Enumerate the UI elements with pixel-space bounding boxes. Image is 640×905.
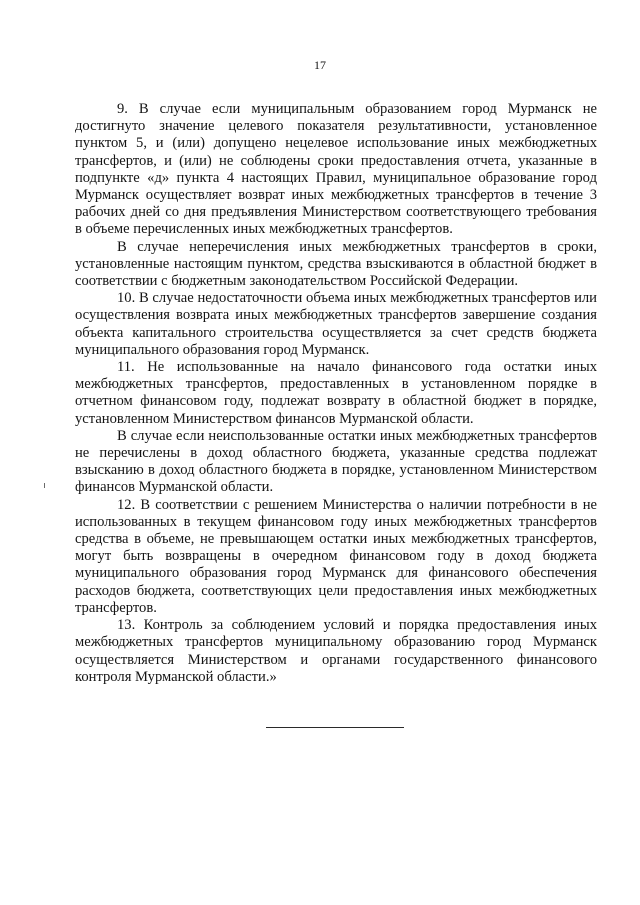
paragraph-9: 9. В случае если муниципальным образованием город Мурманск не достигнуто значение целевого показателя результативности, установленное пунктом 5, и (или) допущено нецелевое использование иных межбюджетных трансфертов, и (или) не соблюдены сроки предоставления отчета, указанные в подпункте «д» пункта 4 настоящих Правил, муниципальное образование город Мурманск осуществляет возврат иных межбюджетных трансфертов в течение 3 рабочих дней со дня предъявления Министерством соответствующего требования в объеме перечисленных иных межбюджетных трансфертов. [75, 101, 597, 238]
paragraph-10: 10. В случае недостаточности объема иных межбюджетных трансфертов или осуществления возврата иных межбюджетных трансфертов завершение создания объекта капитального строительства осуществляется за счет средств бюджета муниципального образования город Мурманск. [75, 290, 597, 358]
paragraph-11-recovery: В случае если неиспользованные остатки иных межбюджетных трансфертов не перечислены в доход областного бюджета, указанные средства подлежат взысканию в доход областного бюджета в порядке, установленном Министерством финансов Мурманской области. [75, 427, 597, 496]
paragraph-9-non-transfer: В случае неперечисления иных межбюджетных трансфертов в сроки, установленные настоящим пунктом, средства взыскиваются в областной бюджет в соответствии с бюджетным законодательством Российской Федерации. [75, 238, 597, 290]
page-number: 17 [314, 58, 326, 72]
closing-rule [266, 727, 404, 728]
paragraph-13: 13. Контроль за соблюдением условий и порядка предоставления иных межбюджетных трансфертов муниципальному образованию город Мурманск осуществляется Министерством и органами государственного финансового контроля Мурманской области.» [75, 617, 597, 685]
paragraph-12: 12. В соответствии с решением Министерства о наличии потребности в не использованных в текущем финансовом году иных межбюджетных трансфертов средства в объеме, не превышающем остатки иных межбюджетных трансфертов, могут быть возвращены в очередном финансовом году в доход бюджета муниципального образования город Мурманск для финансового обеспечения расходов бюджета, соответствующих цели предоставления иных межбюджетных трансфертов. [75, 496, 597, 616]
scan-mark [44, 483, 45, 488]
paragraph-11: 11. Не использованные на начало финансового года остатки иных межбюджетных трансфертов, предоставленных в установленном порядке в отчетном финансовом году, подлежат возврату в областной бюджет в порядке, установленном Министерством финансов Мурманской области. [75, 359, 597, 427]
document-body [75, 101, 597, 686]
